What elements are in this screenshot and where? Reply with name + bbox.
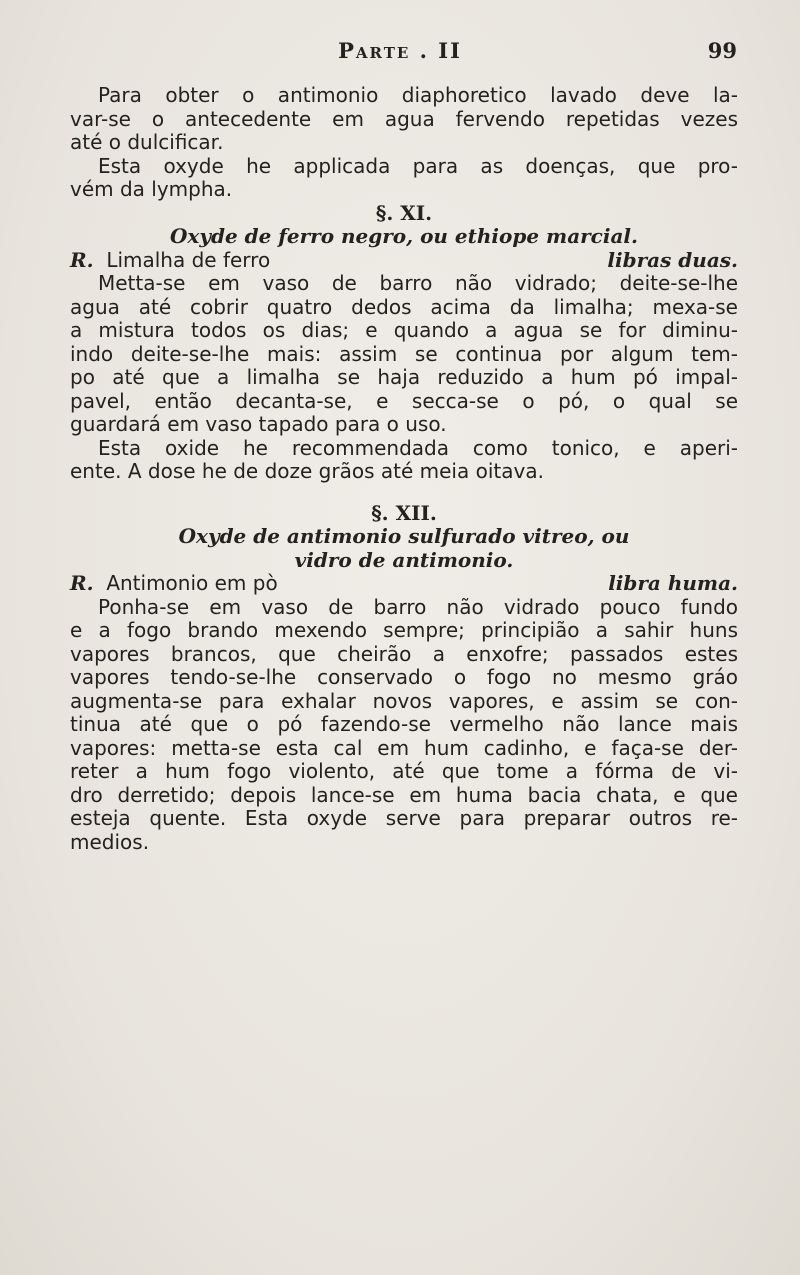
paragraph-line: esteja quente. Esta oxyde serve para preparar outros re-: [70, 806, 738, 830]
running-head: Parte . II: [338, 38, 462, 63]
paragraph-line: vapores brancos, que cheirão a enxofre; passados estes: [70, 641, 738, 666]
paragraph-line: pavel, então decanta-se, e secca-se o pó, o qual se: [70, 388, 738, 413]
paragraph-line: Esta oxyde he applicada para as doenças, que pro-: [98, 153, 738, 178]
paragraph-line: Esta oxide he recommendada como tonico, e aperi-: [98, 435, 738, 460]
section-mark-xi: §. XI.: [375, 200, 433, 225]
paragraph-line: vapores tendo-se-lhe conservado o fogo no mesmo gráo: [70, 665, 738, 689]
paragraph-line: guardará em vaso tapado para o uso.: [70, 412, 447, 436]
paragraph-line: indo deite-se-lhe mais: assim se continua por algum tem-: [70, 341, 738, 366]
ingredient-name: Antimonio em pò: [106, 571, 278, 595]
section-title-xii: Oxyde de antimonio sulfurado vitreo, ou: [178, 524, 630, 548]
page-header: [0, 38, 800, 68]
body-text: [70, 84, 738, 854]
paragraph-line: po até que a limalha se haja reduzido a hum pó impal-: [70, 365, 738, 389]
rx-mark: R.: [70, 247, 94, 272]
recipe-ingredient: [70, 249, 270, 273]
section-title-xii-cont: vidro de antimonio.: [294, 547, 514, 572]
page-number: 99: [707, 38, 737, 63]
paragraph-line: Ponha-se em vaso de barro não vidrado pouco fundo: [98, 594, 738, 619]
rx-mark: R.: [70, 571, 94, 595]
section-gap: [70, 484, 738, 502]
paragraph-line: a mistura todos os dias; e quando a agua se for diminu-: [70, 318, 738, 342]
paragraph-line: var-se o antecedente em agua fervendo repetidas vezes: [70, 106, 738, 131]
paragraph-line: tinua até que o pó fazendo-se vermelho não lance mais: [70, 712, 738, 736]
paragraph-line: agua até cobrir quatro dedos acima da limalha; mexa-se: [70, 294, 738, 319]
section-mark-xii: §. XII.: [371, 500, 437, 525]
section-title-xi: Oxyde de ferro negro, ou ethiope marcial.: [170, 224, 638, 248]
paragraph-line: vapores: metta-se esta cal em hum cadinho, e faça-se der-: [70, 735, 738, 760]
paragraph-line: e a fogo brando mexendo sempre; principião a sahir huns: [70, 618, 738, 642]
recipe-line-xi: [70, 249, 738, 273]
ingredient-name: Limalha de ferro: [106, 247, 271, 272]
recipe-line-xii: [70, 572, 738, 596]
paragraph-line: vém da lympha.: [70, 177, 233, 201]
paragraph-line: reter a hum fogo violento, até que tome a fórma de vi-: [70, 759, 738, 783]
paragraph-line: medios.: [70, 829, 150, 854]
paragraph-line: dro derretido; depois lance-se em huma bacia chata, e que: [70, 782, 738, 807]
recipe-quantity: libra huma.: [608, 571, 738, 595]
paragraph-line: Para obter o antimonio diaphoretico lavado deve la-: [98, 83, 738, 107]
recipe-quantity: libras duas.: [607, 247, 738, 272]
paragraph-line: até o dulcificar.: [70, 130, 224, 154]
paragraph-line: augmenta-se para exhalar novos vapores, e assim se con-: [70, 688, 738, 713]
paragraph-line: Metta-se em vaso de barro não vidrado; deite-se-lhe: [98, 271, 738, 295]
paragraph-line: ente. A dose he de doze grãos até meia oitava.: [70, 459, 544, 483]
recipe-ingredient: [70, 572, 278, 596]
